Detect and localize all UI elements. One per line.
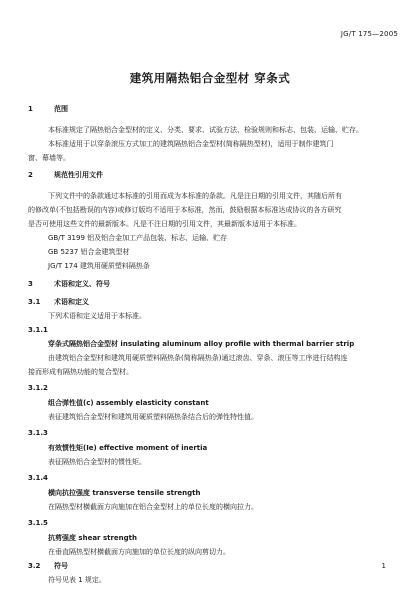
normative-reference: JG/T 174 建筑用硬质塑料隔热条	[48, 262, 150, 270]
normative-reference: GB/T 3199 铝及铝合金加工产品包装、标志、运输、贮存	[48, 234, 228, 242]
definition: 表征建筑铝合金型材和建筑用硬质塑料隔热条结合后的弹性特性值。	[48, 413, 258, 421]
paragraph: 下列文件中的条款通过本标准的引用而成为本标准的条款。凡是注日期的引用文件，其随后所有	[48, 192, 342, 200]
clause-number: 3.1.4	[28, 474, 48, 482]
normative-reference: GB 5237 铝合金建筑型材	[48, 248, 130, 256]
paragraph: 本标准规定了隔热铝合金型材的定义、分类、要求、试验方法、检验规则和标志、包装、运输、贮存。	[48, 126, 363, 134]
clause-number: 3.1.2	[28, 384, 48, 392]
term: 横向抗拉强度 transverse tensile strength	[48, 489, 201, 497]
paragraph: 本标准适用于以穿条滚压方式加工的建筑隔热铝合金型材(简称隔热型材)，适用于制作建筑门	[48, 140, 334, 148]
section-number: 3.1	[28, 298, 41, 306]
definition: 在垂直隔热型材横截面方向施加的单位长度的纵向剪切力。	[48, 548, 230, 556]
standard-code: JG/T 175—2005	[340, 30, 398, 38]
paragraph: 下列术语和定义适用于本标准。	[48, 312, 146, 320]
section-3-heading	[28, 279, 110, 289]
section-number: 3.2	[28, 562, 41, 570]
definition: 由建筑铝合金型材和建筑用硬质塑料隔热条(简称隔热条)通过滚齿、穿条、滚压等工序进行结构连	[48, 354, 348, 362]
subsection-3-1-heading	[28, 297, 89, 307]
page-number: 1	[381, 562, 386, 570]
term: 抗剪强度 shear strength	[48, 534, 137, 542]
paragraph: 的修改单(不包括勘误的内容)或修订版均不适用于本标准，然而，鼓励根据本标准达成协议的各方研究	[28, 206, 342, 214]
section-title: 术语和定义	[54, 298, 89, 306]
term: 有效惯性矩(Ie) effective moment of inertia	[48, 444, 208, 452]
clause-number: 3.1.1	[28, 326, 48, 334]
definition: 在隔热型材横截面方向施加在铝合金型材上的单位长度的横向拉力。	[48, 503, 258, 511]
definition: 表征隔热铝合金型材的惯性矩。	[48, 458, 146, 466]
term: 组合弹性值(c) assembly elasticity constant	[48, 399, 209, 407]
section-number: 3	[28, 280, 33, 288]
clause-number: 3.1.3	[28, 429, 48, 437]
section-2-heading	[28, 170, 103, 180]
section-title: 范围	[54, 105, 68, 113]
paragraph: 符号见表 1 规定。	[48, 576, 106, 584]
section-1-heading	[28, 104, 68, 114]
clause-number: 3.1.5	[28, 519, 48, 527]
term: 穿条式隔热铝合金型材 insulating aluminum alloy profile with thermal barrier strip	[48, 340, 355, 348]
section-number: 1	[28, 105, 33, 113]
paragraph: 是否可使用这些文件的最新版本。凡是不注日期的引用文件，其最新版本适用于本标准。	[28, 220, 301, 228]
section-title: 术语和定义、符号	[54, 280, 110, 288]
subsection-3-2-heading	[28, 561, 68, 571]
paragraph: 窗、幕墙等。	[28, 154, 70, 162]
section-title: 符号	[54, 562, 68, 570]
section-number: 2	[28, 171, 33, 179]
definition: 接而形成有隔热功能的复合型材。	[28, 368, 133, 376]
section-title: 规范性引用文件	[54, 171, 103, 179]
document-title: 建筑用隔热铝合金型材 穿条式	[129, 71, 291, 85]
